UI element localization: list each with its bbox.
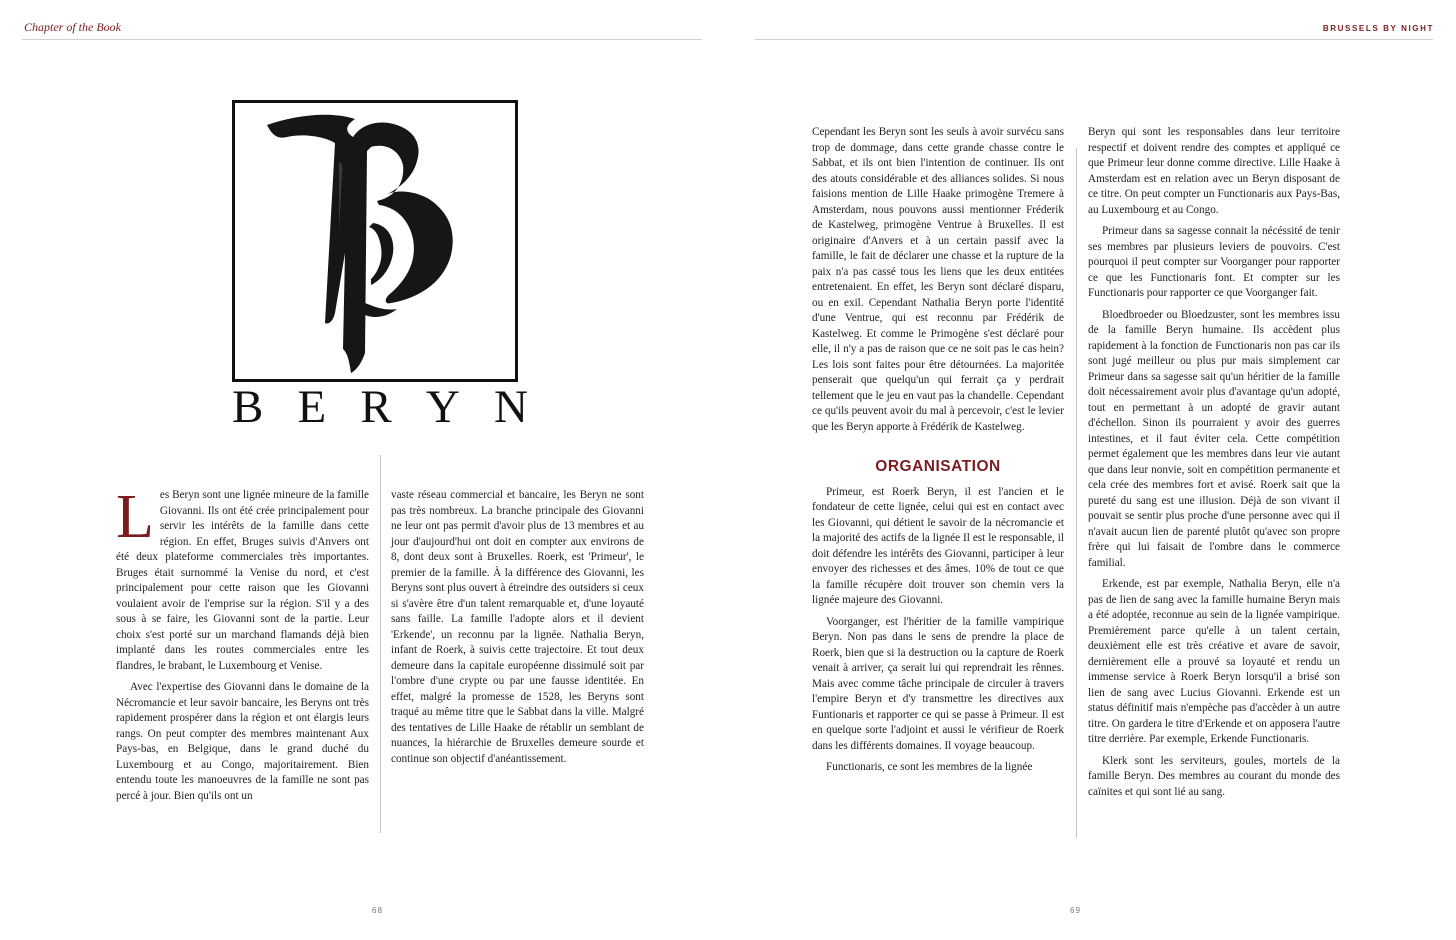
body-paragraph: Primeur, est Roerk Beryn, il est l'ancien et le fondateur de cette lignée, celui qui est en contact avec les Giovanni, qui détient le savoir de la nécromancie et la majorité des actifs de la lignée Il est le responsable, il doit défendre les intérêts des Giovanni, participer à leur envoyer des richesses et des âmes. 10% de tout ce que la famille récupère doit trouver son chemin vers la lignée majeure des Giovanni.	[812, 485, 1064, 606]
wordmark-letter: Y	[425, 381, 460, 433]
body-paragraph: Voorganger, est l'héritier de la famille vampirique Beryn. Non pas dans le sens de prendre la place de Roerk, bien que si la destruction ou la capture de Roerk venait à arriver, ça serait lui qui reprendrait les rênnes. Mais avec comme tâche principale de circuler à travers l'empire Beryn et d'y transmettre les directives aux Funtionaris et rapporter ce qui se passe à Primeur. Il est en quelque sorte l'adjoint et aussi le vérifieur de Roerk dans les différents domaines. Il voyage beaucoup.	[812, 615, 1064, 752]
body-paragraph: Avec l'expertise des Giovanni dans le domaine de la Nécromancie et leur savoir bancaire, les Beryns ont très rapidement prospérer dans la région et ont élargis leurs rangs. On peut compter des membres maintenant Aux Pays-bas, en Belgique, dans le grand duché du Luxembourg et au Congo, majoritairement. Bien entendu toute les manoeuvres de la famille ne sont pas percé à jour. Bien qu'ils ont un	[116, 681, 369, 802]
body-paragraph: Beryn qui sont les responsables dans leur territoire respectif et doivent rendre des comptes et appliqué ce que Primeur leur donne comme directive. Lille Haake à Amsterdam est en relation avec un Beryn disposant de ce titre. On peut compter un Functionaris aux Pays-Bas, au Luxembourg et au Congo.	[1088, 126, 1340, 216]
wordmark-letter: E	[297, 381, 327, 433]
wordmark-letter: N	[494, 381, 528, 433]
column-rule-right	[1076, 148, 1077, 838]
body-paragraph: vaste réseau commercial et bancaire, les Beryn ne sont pas très nombreux. La branche principale des Giovanni ne leur ont pas permit d'avoir plus de 13 membres et au jour d'aujourd'hui ont doit en compter aux environs de 8, dont deux sont à Bruxelles. Roerk, est 'Primeur', le premier de la famille. À la différence des Giovanni, les Beryns sont plus ouvert à étreindre des outsiders si ceux si s'avère être d'un talent remarquable et, d'une loyauté sans faille. La famille l'adopte alors et il devient 'Erkende', un reconnu par la lignée. Nathalia Beryn, infant de Roerk, à suivis cette trajectoire. Et tout deux demeure dans la capitale européenne dissimulé soit par l'ombre d'une crypte ou par une fausse identitée. En effet, malgré la promesse de 1528, les Beryns sont traqué au même titre que le Sabbat dans la ville. Malgré des tentatives de Lille Haake de rétablir un semblant de nuances, la hiérarchie de Bruxelles demeure sourde et continue son objectif d'anéantissement.	[391, 489, 644, 765]
wordmark-letter: R	[360, 381, 392, 433]
body-paragraph: Primeur dans sa sagesse connait la nécéssité de tenir ses membres par plusieurs leviers de pouvoirs. C'est pourquoi il peut compter sur Voorganger pour rapporter ce que les Functionaris font. Et compter sur les Functionaris pour rapporter ce que Voorganger fait.	[1088, 225, 1340, 299]
page-number-right: 69	[1070, 906, 1081, 915]
body-paragraph: Bloedbroeder ou Bloedzuster, sont les membres issu de la famille Beryn humaine. Ils accèdent plus rapidement à la fonction de Functionaris non pas car ils sont jugé meilleur ou plus pur mais simplement car Primeur dans sa sagesse sait qu'un héritier de la famille doit nécessairement avoir plus d'avantage qu'un adopté, tout en permettant à un adopté de gravir autant d'échellon. Sinon ils pourraient y avoir des guerres intestines, et il faut éviter cela. Cette compétition permet également que les membres dans leur vie autant que dans leur nonvie, soit en compétition permanente et cela crée des membres fort et avisé. Roerk sait que la pureté du sang est une illusion. Déjà de son vivant il pouvait se sentir plus proche d'une personne avec qui il n'avait aucun lien de parenté plutôt qu'avec son propre frère qui lui faisait de l'ombre dans le commerce familial.	[1088, 308, 1340, 569]
header-rule-right	[755, 39, 1433, 40]
body-paragraph: Cependant les Beryn sont les seuls à avoir survécu sans trop de dommage, dans cette grande chasse contre le Sabbat, et ils ont bien l'intention de continuer. Ils ont des atouts considérable et des alliances solides. Si nous faisions mention de Lille Haake primogène Tremere à Amsterdam, nous pouvons aussi mentionner Fréderik de Kastelweg, primogène Ventrue à Bruxelles. Il est originaire d'Anvers et à un certain passif avec la famille, le fait de déclarer une chasse et la rupture de la paix n'a pas cassé tous les liens que les deux entitées entretenaient. En effet, les Beryn sont déclaré disparu, ou en exil. Cependant Nathalia Beryn porte l'identité d'une Ventrue, qui est reconnu par Frédérik de Kastelweg. Et comme le Primogène s'est déclaré pour elle, il n'y a pas de raison que ce ne soit pas le cas hein? Les lois sont faites pour être détournées. La majoritée penserait que quelqu'un qui ferrait ça y perdrait tellement que le jeu en vaut pas la chandelle. Cependant ce qu'ils peuvent avoir du mal à percevoir, c'est le levier que les Beryn apporte à Frédérik de Kastelweg.	[812, 126, 1064, 433]
beryn-wordmark	[232, 381, 528, 433]
drop-cap: L	[116, 483, 154, 551]
brush-b-emblem-icon	[235, 103, 515, 379]
left-page-column-1	[116, 483, 369, 810]
body-paragraph: Functionaris, ce sont les membres de la lignée	[826, 761, 1033, 773]
body-paragraph: es Beryn sont une lignée mineure de la famille Giovanni. Ils ont été crée principalement pour servir les intérêts de la famille dans cette région. En effet, Bruges suivis d'Anvers ont été deux plateforme commerciales très importantes. Bruges était surnommé la Venise du nord, et c'est principalement pour cette raison que les Giovanni voulaient avoir de l'emprise sur la région. S'il y a des sous à se faire, les Giovanni sont de la partie. Leur choix s'est porté sur un marchand flamands déjà bien implanté dans les routes commerciales entre les flandres, le brabant, le Luxembourg et Venise.	[116, 489, 369, 672]
running-head-left: Chapter of the Book	[24, 20, 121, 34]
right-page-column-2	[1088, 125, 1340, 806]
left-page-column-2	[391, 488, 644, 773]
body-paragraph: Klerk sont les serviteurs, goules, mortels de la famille Beryn. Des membres au courant du monde des caïnites et qui sont lié au sang.	[1088, 754, 1340, 798]
body-paragraph: Erkende, est par exemple, Nathalia Beryn, elle n'a pas de lien de sang avec la famille humaine Beryn mais a été adoptée, reconnue au sein de la lignée vampirique. Premièrement parce qu'elle à un talent certain, deuxièment elle est très créative et avare de savoir, dernièrement elle a prouvé sa loyauté et rendu un immense service à Roerk Beryn lorsqu'il a brisé son lien de sang avec Lucius Giovanni. Erkende est un status définitif mais n'empèche pas d'accèder à un autre titre. On gardera le titre d'Erkende et on apposera l'autre titre derrière. Par exemple, Erkende Functionaris.	[1088, 578, 1340, 745]
right-page-column-1	[812, 125, 1064, 782]
page-number-left: 68	[372, 906, 383, 915]
wordmark-letter: B	[232, 381, 264, 433]
beryn-logo-box	[232, 100, 518, 382]
column-rule-left	[380, 455, 381, 833]
running-head-right: BRUSSELS BY NIGHT	[1322, 24, 1434, 33]
header-rule-left	[22, 39, 702, 40]
section-heading-organisation: ORGANISATION	[875, 458, 1001, 475]
